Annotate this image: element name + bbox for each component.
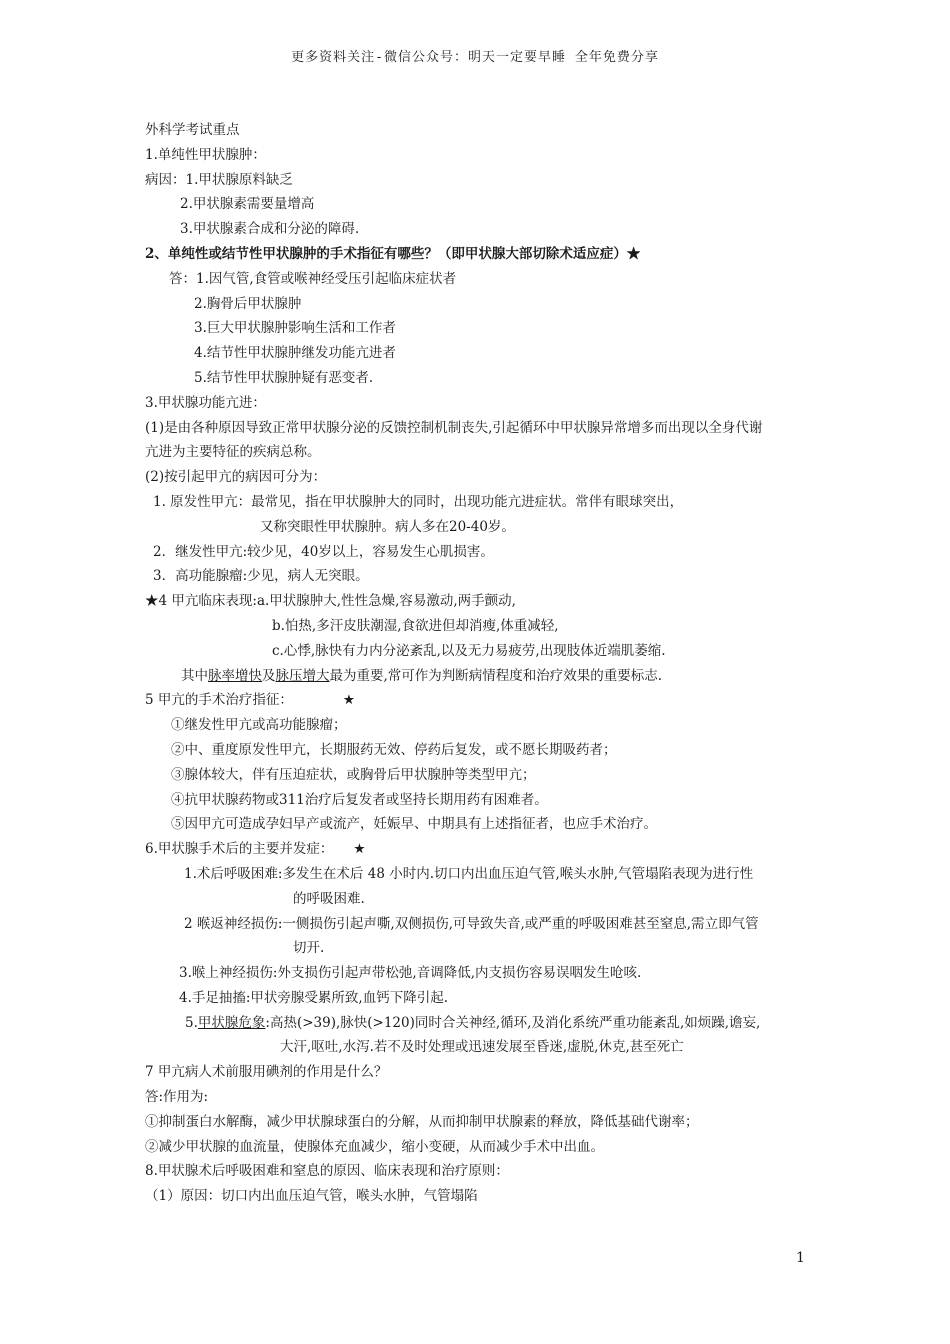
thyroid-crisis-term: 甲状腺危象: [197, 1014, 266, 1031]
star-icon: ★: [342, 692, 355, 709]
s6-complication-1: 1.术后呼吸困难:多发生在术后 48 小时内.切口内出血压迫气管,喉头水肿,气管塌陷表现为进行性: [184, 865, 754, 882]
s7-answer: 答:作用为:: [145, 1089, 209, 1106]
s7-item: ②减少甲状腺的血流量，使腺体充血减少，缩小变硬，从而减少手术中出血。: [145, 1138, 604, 1155]
s2-heading: 2、单纯性或结节性甲状腺肿的手术指征有哪些？（即甲状腺大部切除术适应症）★: [145, 245, 641, 262]
s6-complication-2: 2 喉返神经损伤:一侧损伤引起声嘶,双侧损伤,可导致失音,或严重的呼吸困难甚至窒息,需立即气管: [184, 915, 759, 932]
s4-item: c.心悸,脉快有力内分泌紊乱,以及无力易疲劳,出现肢体近端肌萎缩.: [272, 642, 666, 659]
s6-complication-1-cont: 的呼吸困难.: [293, 890, 365, 907]
s6-complication-5-cont: 大汗,呕吐,水泻.若不及时处理或迅速发展至昏迷,虚脱,休克,甚至死亡: [280, 1039, 684, 1056]
s1-cause: 病因：1.甲状腺原料缺乏: [145, 171, 293, 188]
page-header: 更多资料关注-微信公众号：明天一定要早睡 全年免费分享: [291, 50, 659, 65]
s3-definition-cont: 亢进为主要特征的疾病总称。: [145, 444, 321, 461]
s1-cause-item: 3.甲状腺素合成和分泌的障碍.: [180, 221, 360, 238]
s2-item: 2.胸骨后甲状腺肿: [194, 295, 302, 312]
s7-heading: 7 甲亢病人术前服用碘剂的作用是什么？: [145, 1064, 388, 1081]
s6-complication-3: 3.喉上神经损伤:外支损伤引起声带松弛,音调降低,内支损伤容易误咽发生呛咳.: [179, 965, 642, 982]
s5-item: ①继发性甲亢或高功能腺瘤；: [171, 717, 347, 734]
s3-heading: 3.甲状腺功能亢进：: [145, 394, 266, 411]
s3-secondary: 2．继发性甲亢:较少见，40岁以上，容易发生心肌损害。: [153, 543, 494, 560]
s6-complication-4: 4.手足抽搐:甲状旁腺受累所致,血钙下降引起.: [179, 989, 449, 1006]
s1-heading: 1.单纯性甲状腺肿：: [145, 146, 266, 163]
s8-item: （1）原因：切口内出血压迫气管，喉头水肿，气管塌陷: [145, 1188, 478, 1205]
s2-item: 4.结节性甲状腺肿继发功能亢进者: [194, 345, 396, 362]
s2-answer: 答：1.因气管,食管或喉神经受压引起临床症状者: [169, 270, 457, 287]
s3-primary: 1. 原发性甲亢：最常见，指在甲状腺肿大的同时，出现功能亢进症状。常伴有眼球突出，: [153, 493, 684, 510]
s5-item: ⑤因甲亢可造成孕妇早产或流产，妊娠早、中期具有上述指征者，也应手术治疗。: [171, 816, 657, 833]
s3-primary-cont: 又称突眼性甲状腺肿。病人多在20-40岁。: [260, 518, 515, 535]
s2-item: 3.巨大甲状腺肿影响生活和工作者: [194, 320, 396, 337]
s4-item: b.怕热,多汗皮肤潮湿,食欲进但却消瘦,体重减轻,: [272, 617, 559, 634]
pulse-rate-term: 脉率增快: [208, 667, 262, 684]
s3-classification-heading: (2)按引起甲亢的病因可分为：: [145, 469, 327, 486]
s3-adenoma: 3．高功能腺瘤:少见，病人无突眼。: [153, 568, 369, 585]
s5-item: ④抗甲状腺药物或311治疗后复发者或坚持长期用药有困难者。: [171, 791, 548, 808]
s6-complication-5: 5.甲状腺危象:高热(>39),脉快(>120)同时合关神经,循环,及消化系统严重功能紊乱,如烦躁,谵妄,: [185, 1014, 761, 1031]
s7-item: ①抑制蛋白水解酶，减少甲状腺球蛋白的分解，从而抑制甲状腺素的释放，降低基础代谢率；: [145, 1113, 699, 1130]
s5-heading: 5 甲亢的手术治疗指征： ★: [145, 692, 355, 709]
pulse-pressure-term: 脉压增大: [275, 667, 330, 684]
s1-cause-item: 2.甲状腺素需要量增高: [180, 196, 315, 213]
document-body: [145, 118, 815, 1209]
s5-item: ②中、重度原发性甲亢，长期服药无效、停药后复发，或不愿长期吸药者；: [171, 741, 617, 758]
s4-note: 其中脉率增快及脉压增大最为重要,常可作为判断病情程度和治疗效果的重要标志.: [181, 667, 663, 684]
s4-clinical: ★4 甲亢临床表现:a.甲状腺肿大,性性急燥,容易激动,两手颤动,: [145, 593, 516, 610]
s2-item: 5.结节性甲状腺肿疑有恶变者.: [194, 369, 374, 386]
s3-definition: (1)是由各种原因导致正常甲状腺分泌的反馈控制机制丧失,引起循环中甲状腺异常增多而出现以全身代谢: [145, 419, 763, 436]
s6-complication-2-cont: 切开.: [293, 940, 325, 957]
s8-heading: 8.甲状腺术后呼吸困难和窒息的原因、临床表现和治疗原则：: [145, 1163, 509, 1180]
s6-heading: 6.甲状腺手术后的主要并发症： ★: [145, 841, 366, 858]
document-title: 外科学考试重点: [145, 122, 240, 138]
s5-item: ③腺体较大，伴有压迫症状，或胸骨后甲状腺肿等类型甲亢；: [171, 766, 536, 783]
star-icon: ★: [353, 841, 366, 858]
page-number: 1: [796, 1250, 805, 1266]
